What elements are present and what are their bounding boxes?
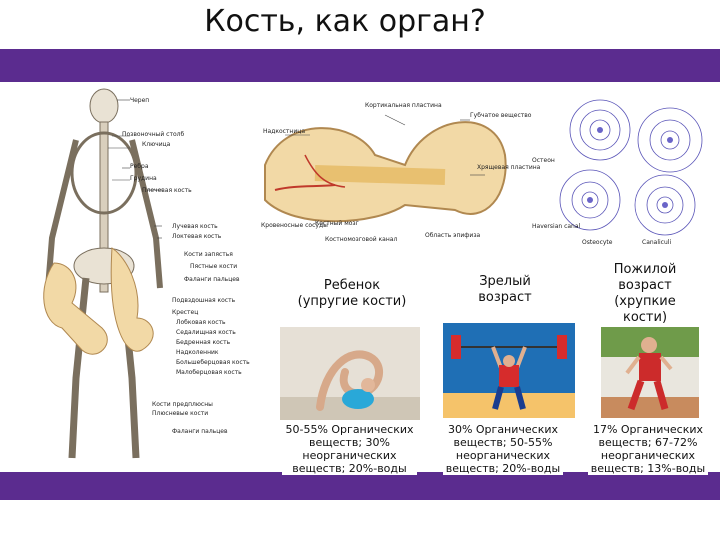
osteon-label: Osteocyte — [582, 239, 613, 246]
bone-section-diagram — [255, 95, 541, 255]
runner-photo — [601, 327, 699, 418]
group-label-text: Ребенок (упругие кости) — [297, 278, 407, 309]
skeleton-label: Плечевая кость — [142, 187, 192, 194]
skeleton-label: Лучевая кость — [172, 223, 218, 230]
skeleton-label: Ребра — [130, 163, 149, 170]
skeleton-label: Грудина — [130, 175, 157, 182]
skeleton-label: Ключица — [142, 141, 171, 148]
skeleton-label: Позвоночный столб — [122, 131, 185, 138]
bottom-band — [0, 472, 720, 500]
skeleton-illustration — [42, 88, 272, 472]
skeleton-label: Подвздошная кость — [172, 297, 236, 304]
skeleton-label: Пястные кости — [190, 263, 238, 270]
skeleton-label: Большеберцовая кость — [176, 359, 250, 366]
skeleton-label: Кости предплюсны — [152, 401, 213, 408]
skeleton-label: Плюсневые кости — [152, 410, 209, 417]
skeleton-label: Череп — [130, 97, 150, 104]
group-desc-child: 50-55% Органических веществ; 30% неорганических веществ; 20%-воды — [282, 423, 417, 475]
gymnast-photo — [280, 327, 420, 420]
skeleton-label: Крестец — [172, 309, 199, 316]
bone-label: Надкостница — [263, 128, 306, 135]
bone-label: Кровеносные сосуды — [261, 222, 328, 229]
skeleton-label: Малоберцовая кость — [176, 369, 242, 376]
bone-label: Костномозговой канал — [325, 236, 398, 243]
osteon-label: Canaliculi — [642, 239, 672, 246]
bone-label: Хрящевая пластина — [477, 164, 541, 171]
bone-label: Костный мозг — [315, 220, 359, 227]
skeleton-label: Фаланги пальцев — [172, 428, 228, 435]
group-label-elderly — [590, 262, 700, 326]
group-desc-adult: 30% Органических веществ; 50-55% неорганических веществ; 20%-воды — [443, 423, 563, 475]
bone-label: Губчатое вещество — [470, 112, 532, 119]
group-label-text: Зрелый возраст — [478, 274, 532, 305]
osteon-label: Остеон — [532, 157, 555, 164]
page-title: Кость, как орган? — [204, 4, 486, 39]
osteon-label: Haversian canal — [532, 223, 581, 230]
group-label-text: Пожилой возраст (хрупкие кости) — [613, 262, 677, 325]
bone-label: Кортикальная пластина — [365, 102, 442, 109]
group-label-adult — [455, 274, 555, 306]
group-desc-elderly: 17% Органических веществ; 67-72% неорганических веществ; 13%-воды — [588, 423, 708, 475]
skeleton-label: Лобковая кость — [176, 319, 226, 326]
weightlifter-photo — [443, 323, 575, 418]
skeleton-label: Локтевая кость — [172, 233, 222, 240]
bone-label: Область эпифиза — [425, 232, 481, 239]
osteon-diagram — [530, 90, 720, 250]
top-band — [0, 49, 720, 82]
skeleton-label: Седалищная кость — [176, 329, 236, 336]
group-label-child — [282, 278, 422, 310]
skeleton-label: Надколенник — [176, 349, 219, 356]
skeleton-label: Кости запястья — [184, 251, 233, 258]
skeleton-label: Бедренная кость — [176, 339, 231, 346]
skeleton-label: Фаланги пальцев — [184, 276, 240, 283]
